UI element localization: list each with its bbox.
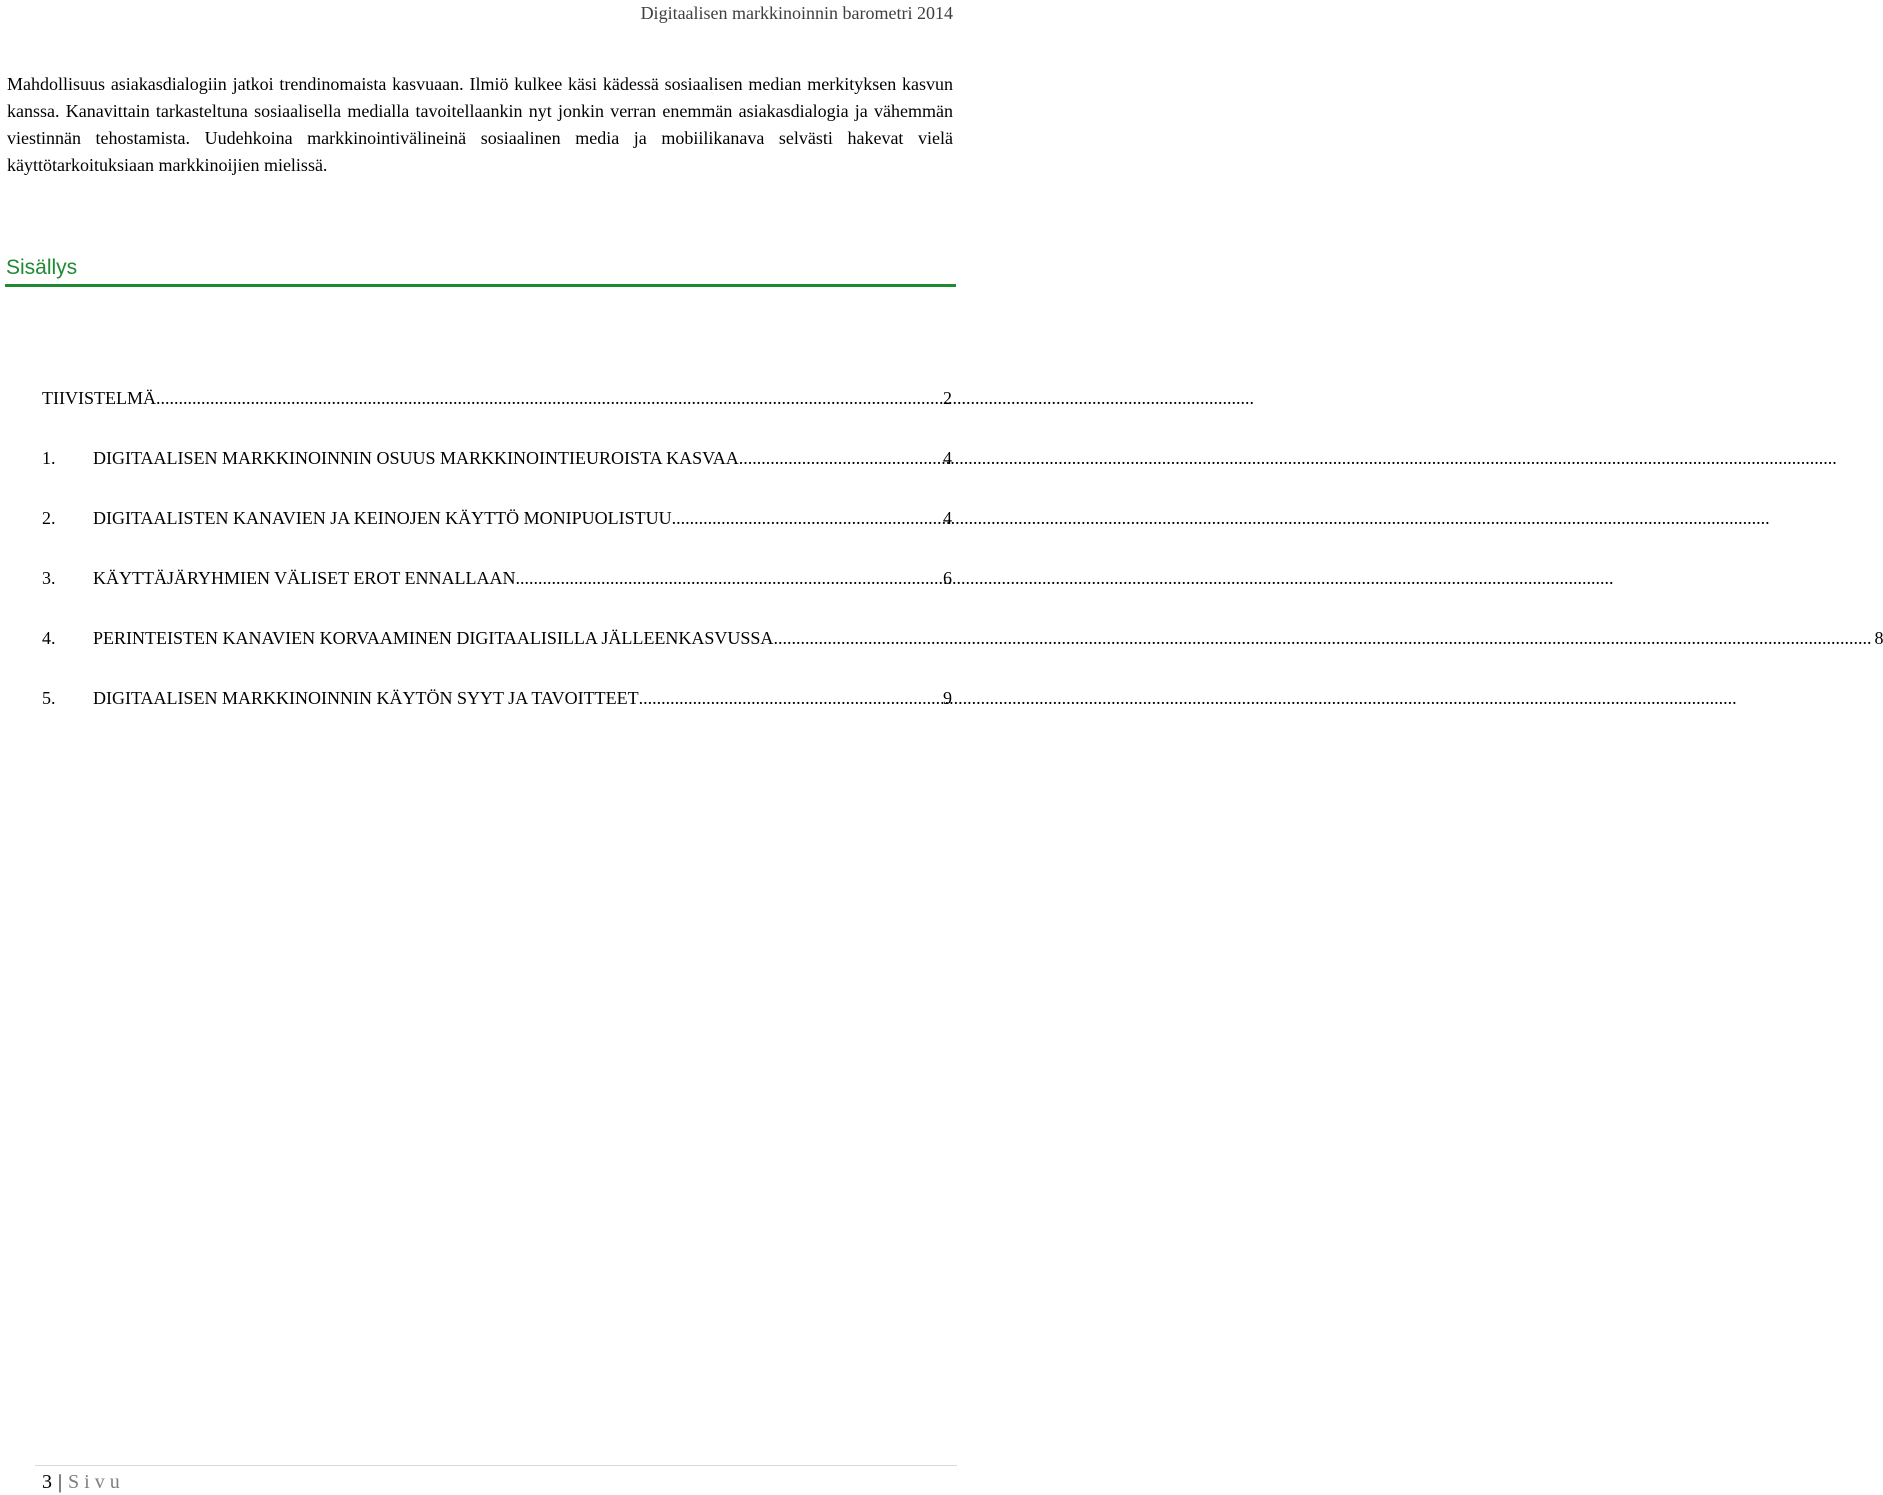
toc-leader-dots <box>672 506 940 531</box>
toc-heading: Sisällys <box>6 256 78 279</box>
toc-leader-dots <box>773 626 1871 651</box>
toc-entry-title: DIGITAALISEN MARKKINOINNIN OSUUS MARKKINOINTIEUROISTA KASVAA <box>93 448 739 468</box>
footer-rule <box>35 1465 957 1466</box>
toc-entry-page: 2 <box>943 388 952 408</box>
toc-entry-summary[interactable] <box>42 386 952 411</box>
toc-leader-dots <box>739 446 940 471</box>
toc-entry-title: KÄYTTÄJÄRYHMIEN VÄLISET EROT ENNALLAAN <box>93 568 516 588</box>
toc-entry-page: 4 <box>943 448 952 468</box>
toc-entry-3[interactable] <box>42 566 952 591</box>
toc-heading-rule <box>5 284 956 287</box>
toc-entry-page: 4 <box>943 508 952 528</box>
toc-entry-1[interactable] <box>42 446 952 471</box>
toc-entry-line-1 <box>42 626 678 651</box>
toc-entry-title: PERINTEISTEN KANAVIEN KORVAAMINEN DIGITAALISILLA JÄLLEEN <box>93 628 679 648</box>
toc-entry-4[interactable] <box>42 626 1883 651</box>
toc-entry-title: DIGITAALISEN MARKKINOINNIN KÄYTÖN SYYT JA TAVOITTEET <box>93 688 639 708</box>
toc-entry-page: 6 <box>943 568 952 588</box>
toc-leader-dots <box>515 566 940 591</box>
intro-paragraph: Mahdollisuus asiakasdialogiin jatkoi trendinomaista kasvuaan. Ilmiö kulkee käsi kädessä sosiaalisen median merkityksen kasvun kanssa. Kanavittain tarkasteltuna sosiaalisella medialla tavoitellaankin nyt jonkin verran enemmän asiakasdialogia ja vähemmän viestinnän tehostamista. Uudehkoina markkinointivälineinä sosiaalinen media ja mobiilikanava selvästi hakevat vielä käyttötarkoituksiaan markkinoijien mielissä. <box>7 74 953 175</box>
toc-entry-title: DIGITAALISTEN KANAVIEN JA KEINOJEN KÄYTTÖ MONIPUOLISTUU <box>93 508 672 528</box>
footer-page-number: 3 <box>42 1471 52 1493</box>
toc-entry-number: 1. <box>42 448 56 468</box>
toc-entry-page: 8 <box>1874 628 1883 648</box>
toc-leader-dots <box>639 686 940 711</box>
toc-leader-dots <box>156 386 940 411</box>
toc-entry-5[interactable] <box>42 686 952 711</box>
footer-page-word: Sivu <box>68 1471 125 1493</box>
table-of-contents <box>42 386 1883 746</box>
toc-entry-page: 9 <box>943 688 952 708</box>
toc-entry-number: 3. <box>42 568 56 588</box>
footer-separator: | <box>58 1471 63 1493</box>
toc-entry-title: TIIVISTELMÄ <box>42 388 156 408</box>
toc-entry-number: 4. <box>42 628 56 648</box>
toc-entry-title-continued: KASVUSSA <box>678 628 774 648</box>
toc-entry-line-2 <box>678 626 1883 651</box>
toc-entry-number: 5. <box>42 688 56 708</box>
running-header: Digitaalisen markkinoinnin barometri 2014 <box>640 3 953 23</box>
page-footer <box>42 1470 125 1494</box>
toc-entry-number: 2. <box>42 508 56 528</box>
toc-entry-2[interactable] <box>42 506 952 531</box>
